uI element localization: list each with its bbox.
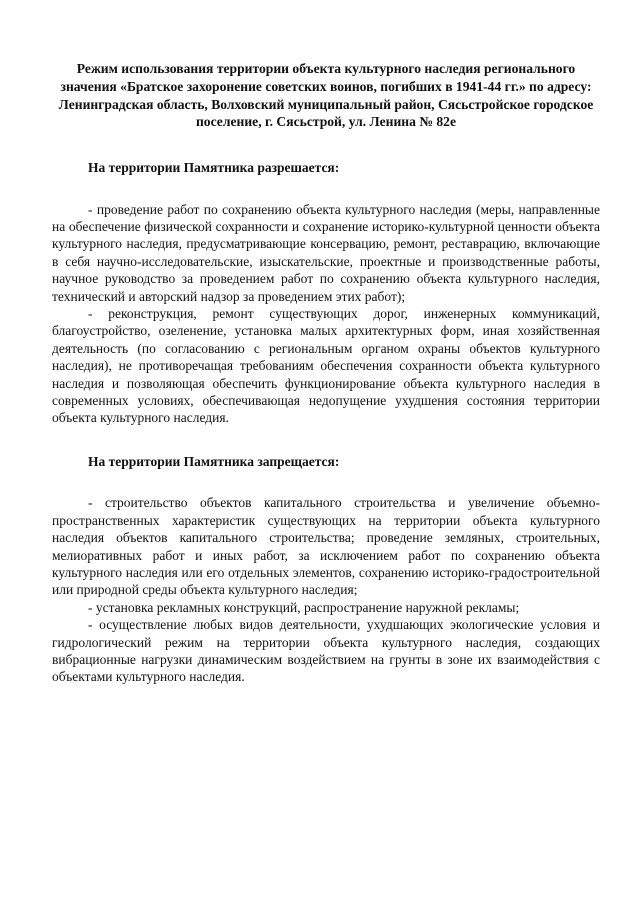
permitted-list bbox=[52, 201, 600, 427]
permitted-heading: На территории Памятника разрешается: bbox=[88, 160, 340, 176]
document-title: Режим использования территории объекта культурного наследия регионального значения «Братское захоронение советских воинов, погибших в 1941-44 гг.» по адресу: Ленинградская область, Волховский муниципальный район, Сясьстройское городское поселение, г. Сясьстрой, ул. Ленина № 82е bbox=[58, 61, 594, 130]
prohibited-list bbox=[52, 494, 600, 685]
document-page bbox=[52, 60, 600, 686]
permitted-item-preservation-works: - проведение работ по сохранению объекта культурного наследия (меры, направленные на обеспечение физической сохранности и сохранение историко-культурной ценности объекта культурного наследия, предусматривающие консервацию, ремонт, реставрацию, включающие в себя научно-исследовательские, изыскательские, проектные и производственные работы, научное руководство за проведением работ по сохранению объекта культурного наследия, технический и авторский надзор за проведением этих работ); bbox=[52, 201, 600, 304]
prohibited-item-construction: - строительство объектов капитального строительства и увеличение объемно-пространственных характеристик существующих на территории объекта культурного наследия объектов капитального строительства; проведение земляных, строительных, мелиоративных работ и иных работ, за исключением работ по сохранению объекта культурного наследия или его отдельных элементов, сохранению историко-градостроительной или природной среды объекта культурного наследия; bbox=[52, 495, 600, 598]
prohibited-item-harmful-activity: - осуществление любых видов деятельности, ухудшающих экологические условия и гидрологический режим на территории объекта культурного наследия, создающих вибрационные нагрузки динамическим воздействием на грунты в зоне их взаимодействия с объектами культурного наследия. bbox=[52, 617, 600, 685]
prohibited-item-advertising: - установка рекламных конструкций, распространение наружной рекламы; bbox=[88, 599, 520, 615]
permitted-item-reconstruction: - реконструкция, ремонт существующих дорог, инженерных коммуникаций, благоустройство, озеленение, установка малых архитектурных форм, иная хозяйственная деятельность (по согласованию с региональным органом охраны объектов культурного наследия), не противоречащая требованиям обеспечения сохранности объекта культурного наследия и позволяющая обеспечить функционирование объекта культурного наследия в современных условиях, обеспечивающая недопущение ухудшения состояния территории объекта культурного наследия. bbox=[52, 306, 600, 426]
prohibited-heading: На территории Памятника запрещается: bbox=[88, 453, 340, 469]
